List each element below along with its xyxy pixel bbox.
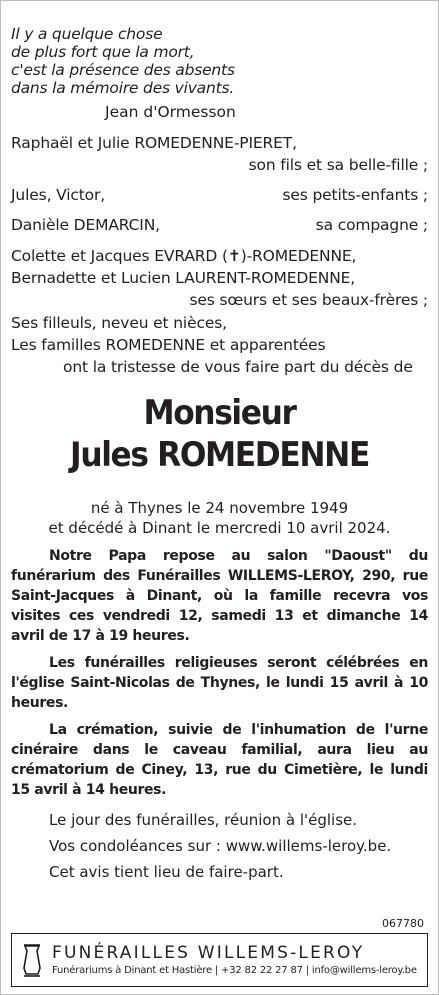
poem-quote: [11, 1, 428, 97]
closing-line: Cet avis tient lieu de faire-part.: [49, 863, 284, 881]
paragraph-funeral: Les funérailles religieuses seront célébrées en l'église Saint-Nicolas de Thynes, le lundi 15 avril à 10 heures.: [11, 655, 428, 711]
family-row-grandchildren: [11, 184, 428, 207]
family-line-son: Raphaël et Julie ROMEDENNE-PIERET,: [11, 134, 297, 152]
paragraph-viewing: Notre Papa repose au salon "Daoust" du funérarium des Funérailles WILLEMS-LEROY, 290, rue Saint-Jacques à Dinant, où la famille recevra vos visites ces vendredi 12, samedi 13 et dimanche 14 avril de 17 à 19 heures.: [11, 548, 428, 644]
family-role-son: son fils et sa belle-fille ;: [248, 156, 428, 174]
ceremony-details: [11, 546, 428, 800]
family-names-companion: Danièle DEMARCIN,: [11, 216, 160, 234]
family-row-companion: [11, 214, 428, 237]
deceased-name: Jules ROMEDENNE: [70, 435, 369, 475]
family-line-families: Les familles ROMEDENNE et apparentées: [11, 336, 326, 354]
family-role-sisters: ses sœurs et ses beaux-frères ;: [189, 291, 428, 309]
reference-number: 067780: [382, 917, 424, 930]
family-line-sister-2: Bernadette et Lucien LAURENT-ROMEDENNE,: [11, 269, 356, 287]
life-dates: [11, 498, 428, 538]
birth-date: né à Thynes le 24 novembre 1949: [90, 499, 349, 517]
poem-line: c'est la présence des absents: [11, 61, 235, 79]
deceased-name-block: [11, 392, 428, 476]
poem-line: de plus fort que la mort,: [11, 43, 195, 61]
closing-notes: [11, 807, 428, 885]
family-role-grandchildren: ses petits-enfants ;: [282, 186, 428, 204]
paragraph-cremation: La crémation, suivie de l'inhumation de l'urne cinéraire dans le caveau familial, aura lieu au crématorium de Ciney, 13, rue du Cimetière, le lundi 15 avril à 14 heures.: [11, 722, 428, 798]
poem-line: Il y a quelque chose: [11, 25, 163, 43]
poem-line: dans la mémoire des vivants.: [11, 79, 235, 97]
announcement-line: ont la tristesse de vous faire part du décès de: [63, 358, 413, 376]
death-date: et décédé à Dinant le mercredi 10 avril 2024.: [48, 519, 391, 537]
closing-line: Le jour des funérailles, réunion à l'église.: [49, 811, 358, 829]
poem-author: Jean d'Ormesson: [105, 103, 236, 121]
brand-name: FUNÉRAILLES WILLEMS-LEROY: [52, 943, 365, 963]
family-role-companion: sa compagne ;: [315, 216, 428, 234]
family-list: [11, 132, 428, 378]
funeral-home-banner: [11, 933, 428, 987]
deceased-title: Monsieur: [143, 393, 296, 433]
family-line-sister-1: Colette et Jacques EVRARD (✝)-ROMEDENNE,: [11, 247, 357, 265]
family-names-grandchildren: Jules, Victor,: [11, 186, 106, 204]
urn-icon: [18, 940, 46, 980]
closing-line: Vos condoléances sur : www.willems-leroy.be.: [49, 837, 392, 855]
brand-text: [52, 942, 417, 978]
brand-contact: Funérariums à Dinant et Hastière | +32 82 22 27 87 | info@willems-leroy.be: [52, 965, 417, 976]
family-line-godchildren: Ses filleuls, neveu et nièces,: [11, 314, 227, 332]
